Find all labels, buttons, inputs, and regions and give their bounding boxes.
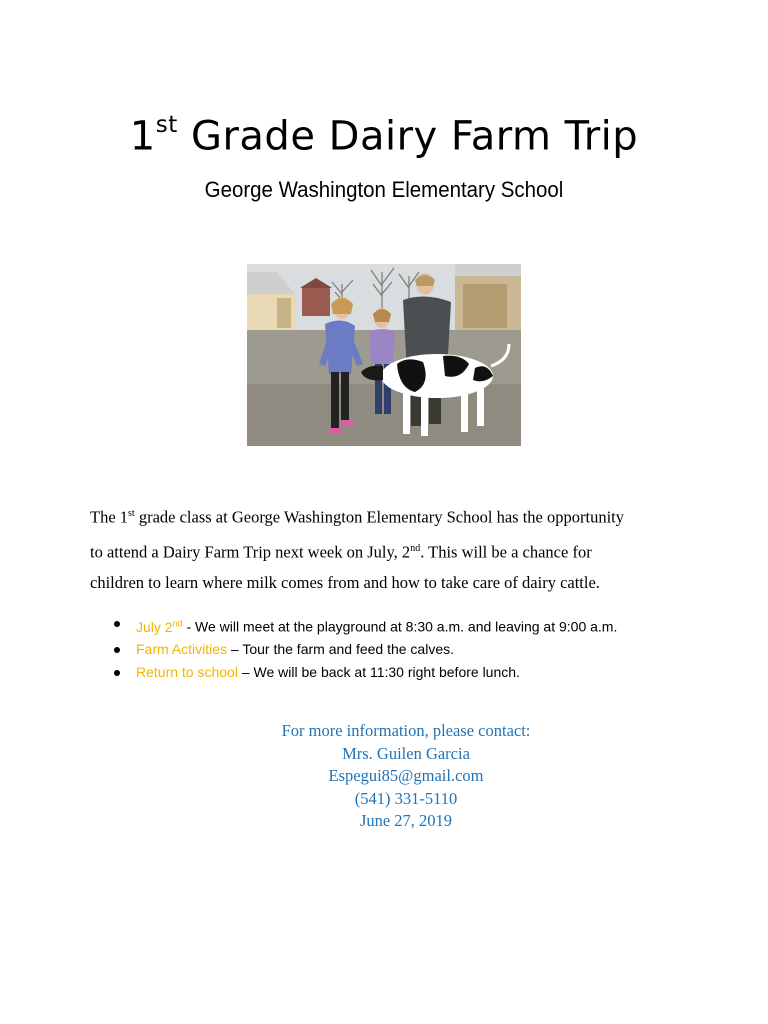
farm-photo-children-with-calf: [247, 264, 521, 446]
intro-line-3: children to learn where milk comes from and how to take care of dairy cattle.: [90, 573, 600, 592]
bullet-text: - We will meet at the playground at 8:30 a.m. and leaving at 9:00 a.m.: [182, 618, 618, 635]
intro-line-2: to attend a Dairy Farm Trip next week on July, 2nd. This will be a chance for: [90, 542, 592, 561]
contact-block: [0, 720, 768, 833]
bullet-text: – Tour the farm and feed the calves.: [227, 641, 455, 658]
list-item: [112, 661, 712, 684]
bullet-label: Return to school: [136, 664, 238, 681]
list-item: [112, 612, 712, 638]
bullet-text: – We will be back at 11:30 right before lunch.: [237, 664, 520, 681]
page-title: [0, 100, 768, 164]
contact-name: Mrs. Guilen Garcia: [342, 743, 470, 763]
title-text: Grade Dairy Farm Trip: [177, 113, 639, 160]
title-ordinal-number: 1: [129, 113, 156, 160]
contact-phone: (541) 331-5110: [354, 788, 458, 808]
bullet-icon: [114, 670, 120, 676]
intro-paragraph: [90, 498, 690, 598]
list-item: [112, 638, 712, 661]
contact-heading: For more information, please contact:: [281, 721, 531, 740]
bullet-icon: [114, 621, 120, 627]
title-ordinal-suffix: st: [155, 112, 178, 138]
farm-photo: [247, 264, 521, 446]
school-name: George Washington Elementary School: [204, 177, 564, 202]
contact-date: June 27, 2019: [359, 811, 453, 831]
schedule-list: [112, 612, 712, 684]
intro-line-1: The 1st grade class at George Washington Elementary School has the opportunity: [90, 507, 624, 527]
bullet-icon: [114, 647, 120, 653]
contact-email[interactable]: Espegui85@gmail.com: [328, 766, 484, 786]
bullet-label: Farm Activities: [136, 641, 228, 658]
bullet-label: July 2nd: [136, 618, 183, 635]
